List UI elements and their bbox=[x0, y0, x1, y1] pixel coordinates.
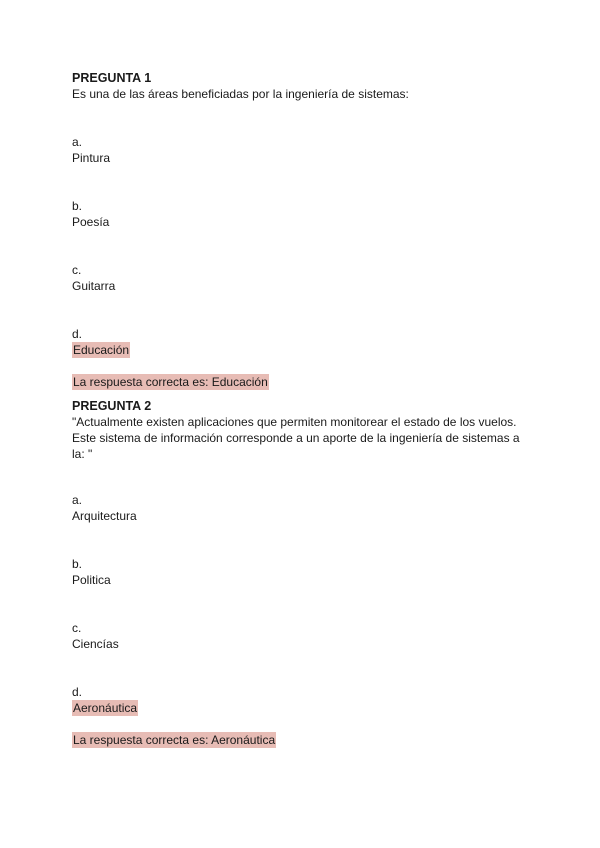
option-letter: b. bbox=[72, 557, 83, 571]
option-letter: c. bbox=[72, 263, 82, 277]
option-text-highlighted: Educación bbox=[73, 343, 130, 357]
question-2 bbox=[72, 399, 542, 748]
question-title: PREGUNTA 1 bbox=[72, 71, 152, 85]
option-a bbox=[72, 134, 542, 166]
question-title: PREGUNTA 2 bbox=[72, 399, 152, 413]
quiz-document bbox=[72, 71, 542, 748]
question-1 bbox=[72, 71, 542, 390]
option-text: Pintura bbox=[72, 151, 111, 165]
correct-answer bbox=[72, 374, 542, 390]
option-text: Politica bbox=[72, 573, 111, 587]
option-letter: d. bbox=[72, 327, 83, 341]
option-b bbox=[72, 198, 542, 230]
option-letter: c. bbox=[72, 621, 82, 635]
correct-answer bbox=[72, 732, 542, 748]
option-text: Guitarra bbox=[72, 279, 116, 293]
option-text-highlighted: Aeronáutica bbox=[73, 701, 138, 715]
option-d bbox=[72, 684, 542, 716]
option-a bbox=[72, 492, 542, 524]
question-text-line: "Actualmente existen aplicaciones que permiten monitorear el estado de los vuelos. bbox=[72, 415, 517, 429]
option-d bbox=[72, 326, 542, 358]
option-text: Arquitectura bbox=[72, 509, 137, 523]
option-b bbox=[72, 556, 542, 588]
option-text: Ciencías bbox=[72, 637, 119, 651]
option-c bbox=[72, 262, 542, 294]
option-letter: d. bbox=[72, 685, 83, 699]
option-c bbox=[72, 620, 542, 652]
option-text: Poesía bbox=[72, 215, 110, 229]
question-text: Es una de las áreas beneficiadas por la ingeniería de sistemas: bbox=[72, 87, 409, 101]
question-text-line: la: " bbox=[72, 447, 93, 461]
correct-answer-text: La respuesta correcta es: Educación bbox=[73, 375, 268, 389]
option-letter: a. bbox=[72, 135, 83, 149]
question-text-line: Este sistema de información corresponde a un aporte de la ingeniería de sistemas a bbox=[72, 431, 520, 445]
correct-answer-text: La respuesta correcta es: Aeronáutica bbox=[73, 733, 276, 747]
option-letter: b. bbox=[72, 199, 83, 213]
option-letter: a. bbox=[72, 493, 83, 507]
